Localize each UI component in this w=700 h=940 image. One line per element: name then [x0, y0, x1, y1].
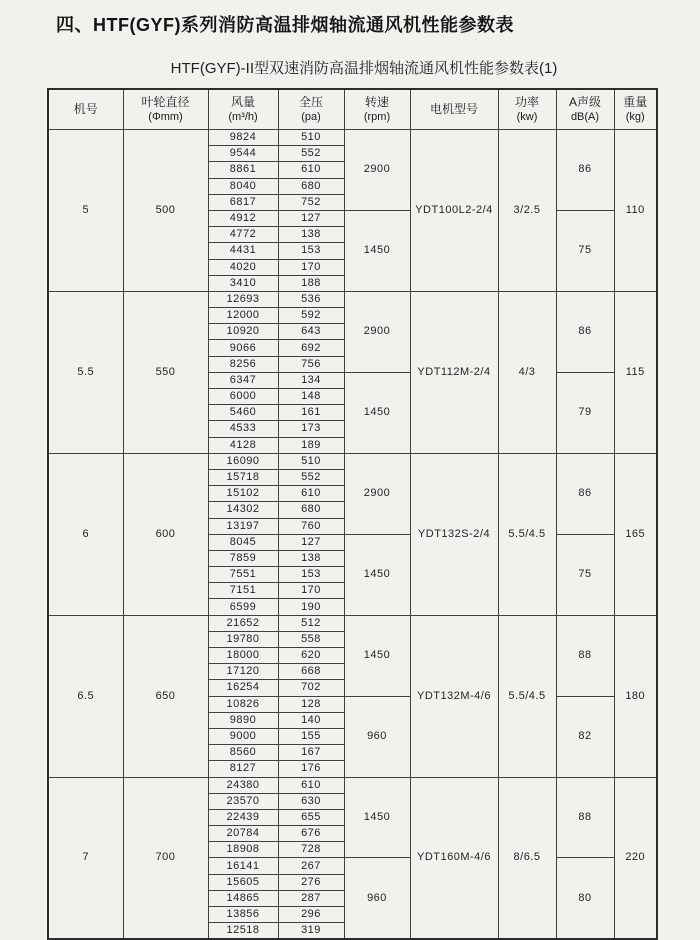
- airflow-cell: 4772: [208, 227, 278, 243]
- impeller-diameter-cell: 650: [123, 615, 208, 777]
- header-motor-model: [410, 89, 498, 130]
- pressure-cell: 155: [278, 728, 344, 744]
- pressure-cell: 153: [278, 243, 344, 259]
- motor-model-cell: YDT132S-2/4: [410, 453, 498, 615]
- header-unit: (pa): [301, 111, 321, 124]
- pressure-cell: 167: [278, 745, 344, 761]
- motor-model-cell: YDT132M-4/6: [410, 615, 498, 777]
- pressure-cell: 610: [278, 162, 344, 178]
- power-cell: 8/6.5: [498, 777, 556, 939]
- pressure-cell: 676: [278, 826, 344, 842]
- pressure-cell: 760: [278, 518, 344, 534]
- machine-no-cell: 6: [48, 453, 123, 615]
- weight-cell: 165: [614, 453, 657, 615]
- airflow-cell: 4128: [208, 437, 278, 453]
- airflow-cell: 7151: [208, 583, 278, 599]
- header-label: 全压: [298, 94, 323, 109]
- pressure-cell: 620: [278, 648, 344, 664]
- performance-table: [47, 88, 658, 940]
- header-pressure: [278, 89, 344, 130]
- speed-high-cell: 1450: [344, 615, 410, 696]
- airflow-cell: 9544: [208, 146, 278, 162]
- airflow-cell: 8560: [208, 745, 278, 761]
- noise-high-cell: 86: [556, 453, 614, 534]
- airflow-cell: 16090: [208, 453, 278, 469]
- airflow-cell: 4020: [208, 259, 278, 275]
- airflow-cell: 9000: [208, 728, 278, 744]
- pressure-cell: 610: [278, 777, 344, 793]
- motor-model-cell: YDT160M-4/6: [410, 777, 498, 939]
- speed-low-cell: 1450: [344, 210, 410, 291]
- weight-cell: 115: [614, 291, 657, 453]
- airflow-cell: 7859: [208, 550, 278, 566]
- fan-table-body: [48, 130, 657, 940]
- weight-cell: 110: [614, 130, 657, 292]
- pressure-cell: 655: [278, 809, 344, 825]
- airflow-cell: 16141: [208, 858, 278, 874]
- noise-high-cell: 88: [556, 615, 614, 696]
- page-title: 四、HTF(GYF)系列消防高温排烟轴流通风机性能参数表: [56, 15, 514, 35]
- airflow-cell: 12518: [208, 923, 278, 940]
- pressure-cell: 552: [278, 146, 344, 162]
- pressure-cell: 128: [278, 696, 344, 712]
- pressure-cell: 173: [278, 421, 344, 437]
- airflow-cell: 4912: [208, 210, 278, 226]
- airflow-cell: 4431: [208, 243, 278, 259]
- header-row: [48, 89, 657, 130]
- header-unit: (m³/h): [228, 111, 258, 124]
- speed-low-cell: 1450: [344, 372, 410, 453]
- pressure-cell: 643: [278, 324, 344, 340]
- table-row: [48, 453, 657, 469]
- pressure-cell: 680: [278, 178, 344, 194]
- pressure-cell: 680: [278, 502, 344, 518]
- pressure-cell: 536: [278, 291, 344, 307]
- pressure-cell: 558: [278, 631, 344, 647]
- pressure-cell: 170: [278, 583, 344, 599]
- airflow-cell: 6599: [208, 599, 278, 615]
- impeller-diameter-cell: 550: [123, 291, 208, 453]
- airflow-cell: 12000: [208, 308, 278, 324]
- pressure-cell: 592: [278, 308, 344, 324]
- motor-model-cell: YDT112M-2/4: [410, 291, 498, 453]
- airflow-cell: 15605: [208, 874, 278, 890]
- table-header: [48, 89, 657, 130]
- pressure-cell: 752: [278, 194, 344, 210]
- power-cell: 3/2.5: [498, 130, 556, 292]
- pressure-cell: 127: [278, 210, 344, 226]
- airflow-cell: 4533: [208, 421, 278, 437]
- pressure-cell: 188: [278, 275, 344, 291]
- noise-low-cell: 79: [556, 372, 614, 453]
- pressure-cell: 630: [278, 793, 344, 809]
- airflow-cell: 8127: [208, 761, 278, 777]
- impeller-diameter-cell: 700: [123, 777, 208, 939]
- airflow-cell: 24380: [208, 777, 278, 793]
- airflow-cell: 18908: [208, 842, 278, 858]
- airflow-cell: 3410: [208, 275, 278, 291]
- airflow-cell: 6817: [208, 194, 278, 210]
- speed-high-cell: 2900: [344, 453, 410, 534]
- noise-high-cell: 86: [556, 130, 614, 211]
- speed-low-cell: 960: [344, 696, 410, 777]
- table-row: [48, 291, 657, 307]
- noise-low-cell: 75: [556, 534, 614, 615]
- header-unit: (Φmm): [148, 111, 183, 124]
- speed-high-cell: 2900: [344, 130, 410, 211]
- pressure-cell: 138: [278, 227, 344, 243]
- airflow-cell: 8256: [208, 356, 278, 372]
- pressure-cell: 512: [278, 615, 344, 631]
- airflow-cell: 8040: [208, 178, 278, 194]
- header-unit: (kw): [516, 111, 538, 124]
- pressure-cell: 161: [278, 405, 344, 421]
- airflow-cell: 9066: [208, 340, 278, 356]
- speed-low-cell: 1450: [344, 534, 410, 615]
- airflow-cell: 16254: [208, 680, 278, 696]
- pressure-cell: 127: [278, 534, 344, 550]
- airflow-cell: 13197: [208, 518, 278, 534]
- pressure-cell: 296: [278, 907, 344, 923]
- pressure-cell: 287: [278, 890, 344, 906]
- airflow-cell: 5460: [208, 405, 278, 421]
- noise-low-cell: 75: [556, 210, 614, 291]
- header-impeller-diameter: [123, 89, 208, 130]
- table-row: [48, 130, 657, 146]
- pressure-cell: 189: [278, 437, 344, 453]
- airflow-cell: 12693: [208, 291, 278, 307]
- header-label: 叶轮直径: [141, 94, 190, 109]
- table-row: [48, 615, 657, 631]
- power-cell: 5.5/4.5: [498, 615, 556, 777]
- pressure-cell: 176: [278, 761, 344, 777]
- machine-no-cell: 5: [48, 130, 123, 292]
- noise-high-cell: 88: [556, 777, 614, 858]
- speed-high-cell: 2900: [344, 291, 410, 372]
- airflow-cell: 9890: [208, 712, 278, 728]
- pressure-cell: 510: [278, 453, 344, 469]
- noise-low-cell: 82: [556, 696, 614, 777]
- machine-no-cell: 5.5: [48, 291, 123, 453]
- header-label: 功率: [514, 94, 539, 109]
- airflow-cell: 13856: [208, 907, 278, 923]
- impeller-diameter-cell: 500: [123, 130, 208, 292]
- table-row: [48, 777, 657, 793]
- airflow-cell: 22439: [208, 809, 278, 825]
- pressure-cell: 692: [278, 340, 344, 356]
- power-cell: 5.5/4.5: [498, 453, 556, 615]
- pressure-cell: 510: [278, 130, 344, 146]
- header-unit: dB(A): [570, 111, 600, 124]
- header-unit: (rpm): [363, 111, 391, 124]
- speed-low-cell: 960: [344, 858, 410, 939]
- weight-cell: 180: [614, 615, 657, 777]
- airflow-cell: 10826: [208, 696, 278, 712]
- pressure-cell: 170: [278, 259, 344, 275]
- header-airflow: [208, 89, 278, 130]
- header-label: 电机型号: [429, 101, 478, 116]
- pressure-cell: 190: [278, 599, 344, 615]
- airflow-cell: 10920: [208, 324, 278, 340]
- pressure-cell: 728: [278, 842, 344, 858]
- weight-cell: 220: [614, 777, 657, 939]
- airflow-cell: 6000: [208, 389, 278, 405]
- airflow-cell: 19780: [208, 631, 278, 647]
- airflow-cell: 18000: [208, 648, 278, 664]
- pressure-cell: 267: [278, 858, 344, 874]
- airflow-cell: 6347: [208, 372, 278, 388]
- header-power: [498, 89, 556, 130]
- pressure-cell: 276: [278, 874, 344, 890]
- airflow-cell: 21652: [208, 615, 278, 631]
- impeller-diameter-cell: 600: [123, 453, 208, 615]
- pressure-cell: 140: [278, 712, 344, 728]
- pressure-cell: 552: [278, 469, 344, 485]
- motor-model-cell: YDT100L2-2/4: [410, 130, 498, 292]
- airflow-cell: 14302: [208, 502, 278, 518]
- airflow-cell: 8045: [208, 534, 278, 550]
- header-label: 重量: [623, 94, 648, 109]
- header-label: 风量: [230, 94, 255, 109]
- pressure-cell: 756: [278, 356, 344, 372]
- airflow-cell: 14865: [208, 890, 278, 906]
- header-weight: [614, 89, 657, 130]
- airflow-cell: 15102: [208, 486, 278, 502]
- speed-high-cell: 1450: [344, 777, 410, 858]
- pressure-cell: 610: [278, 486, 344, 502]
- machine-no-cell: 6.5: [48, 615, 123, 777]
- header-machine-no: [48, 89, 123, 130]
- noise-low-cell: 80: [556, 858, 614, 939]
- header-label: 机号: [73, 101, 98, 116]
- airflow-cell: 9824: [208, 130, 278, 146]
- pressure-cell: 134: [278, 372, 344, 388]
- header-unit: (kg): [625, 111, 645, 124]
- pressure-cell: 319: [278, 923, 344, 940]
- pressure-cell: 153: [278, 567, 344, 583]
- header-label: 转速: [364, 94, 389, 109]
- pressure-cell: 148: [278, 389, 344, 405]
- airflow-cell: 15718: [208, 469, 278, 485]
- power-cell: 4/3: [498, 291, 556, 453]
- header-speed: [344, 89, 410, 130]
- pressure-cell: 668: [278, 664, 344, 680]
- airflow-cell: 23570: [208, 793, 278, 809]
- airflow-cell: 8861: [208, 162, 278, 178]
- airflow-cell: 17120: [208, 664, 278, 680]
- airflow-cell: 20784: [208, 826, 278, 842]
- pressure-cell: 138: [278, 550, 344, 566]
- machine-no-cell: 7: [48, 777, 123, 939]
- noise-high-cell: 86: [556, 291, 614, 372]
- pressure-cell: 702: [278, 680, 344, 696]
- header-label: A声级: [568, 94, 601, 109]
- table-subtitle: HTF(GYF)-II型双速消防高温排烟轴流通风机性能参数表(1): [170, 60, 558, 77]
- airflow-cell: 7551: [208, 567, 278, 583]
- header-noise-level: [556, 89, 614, 130]
